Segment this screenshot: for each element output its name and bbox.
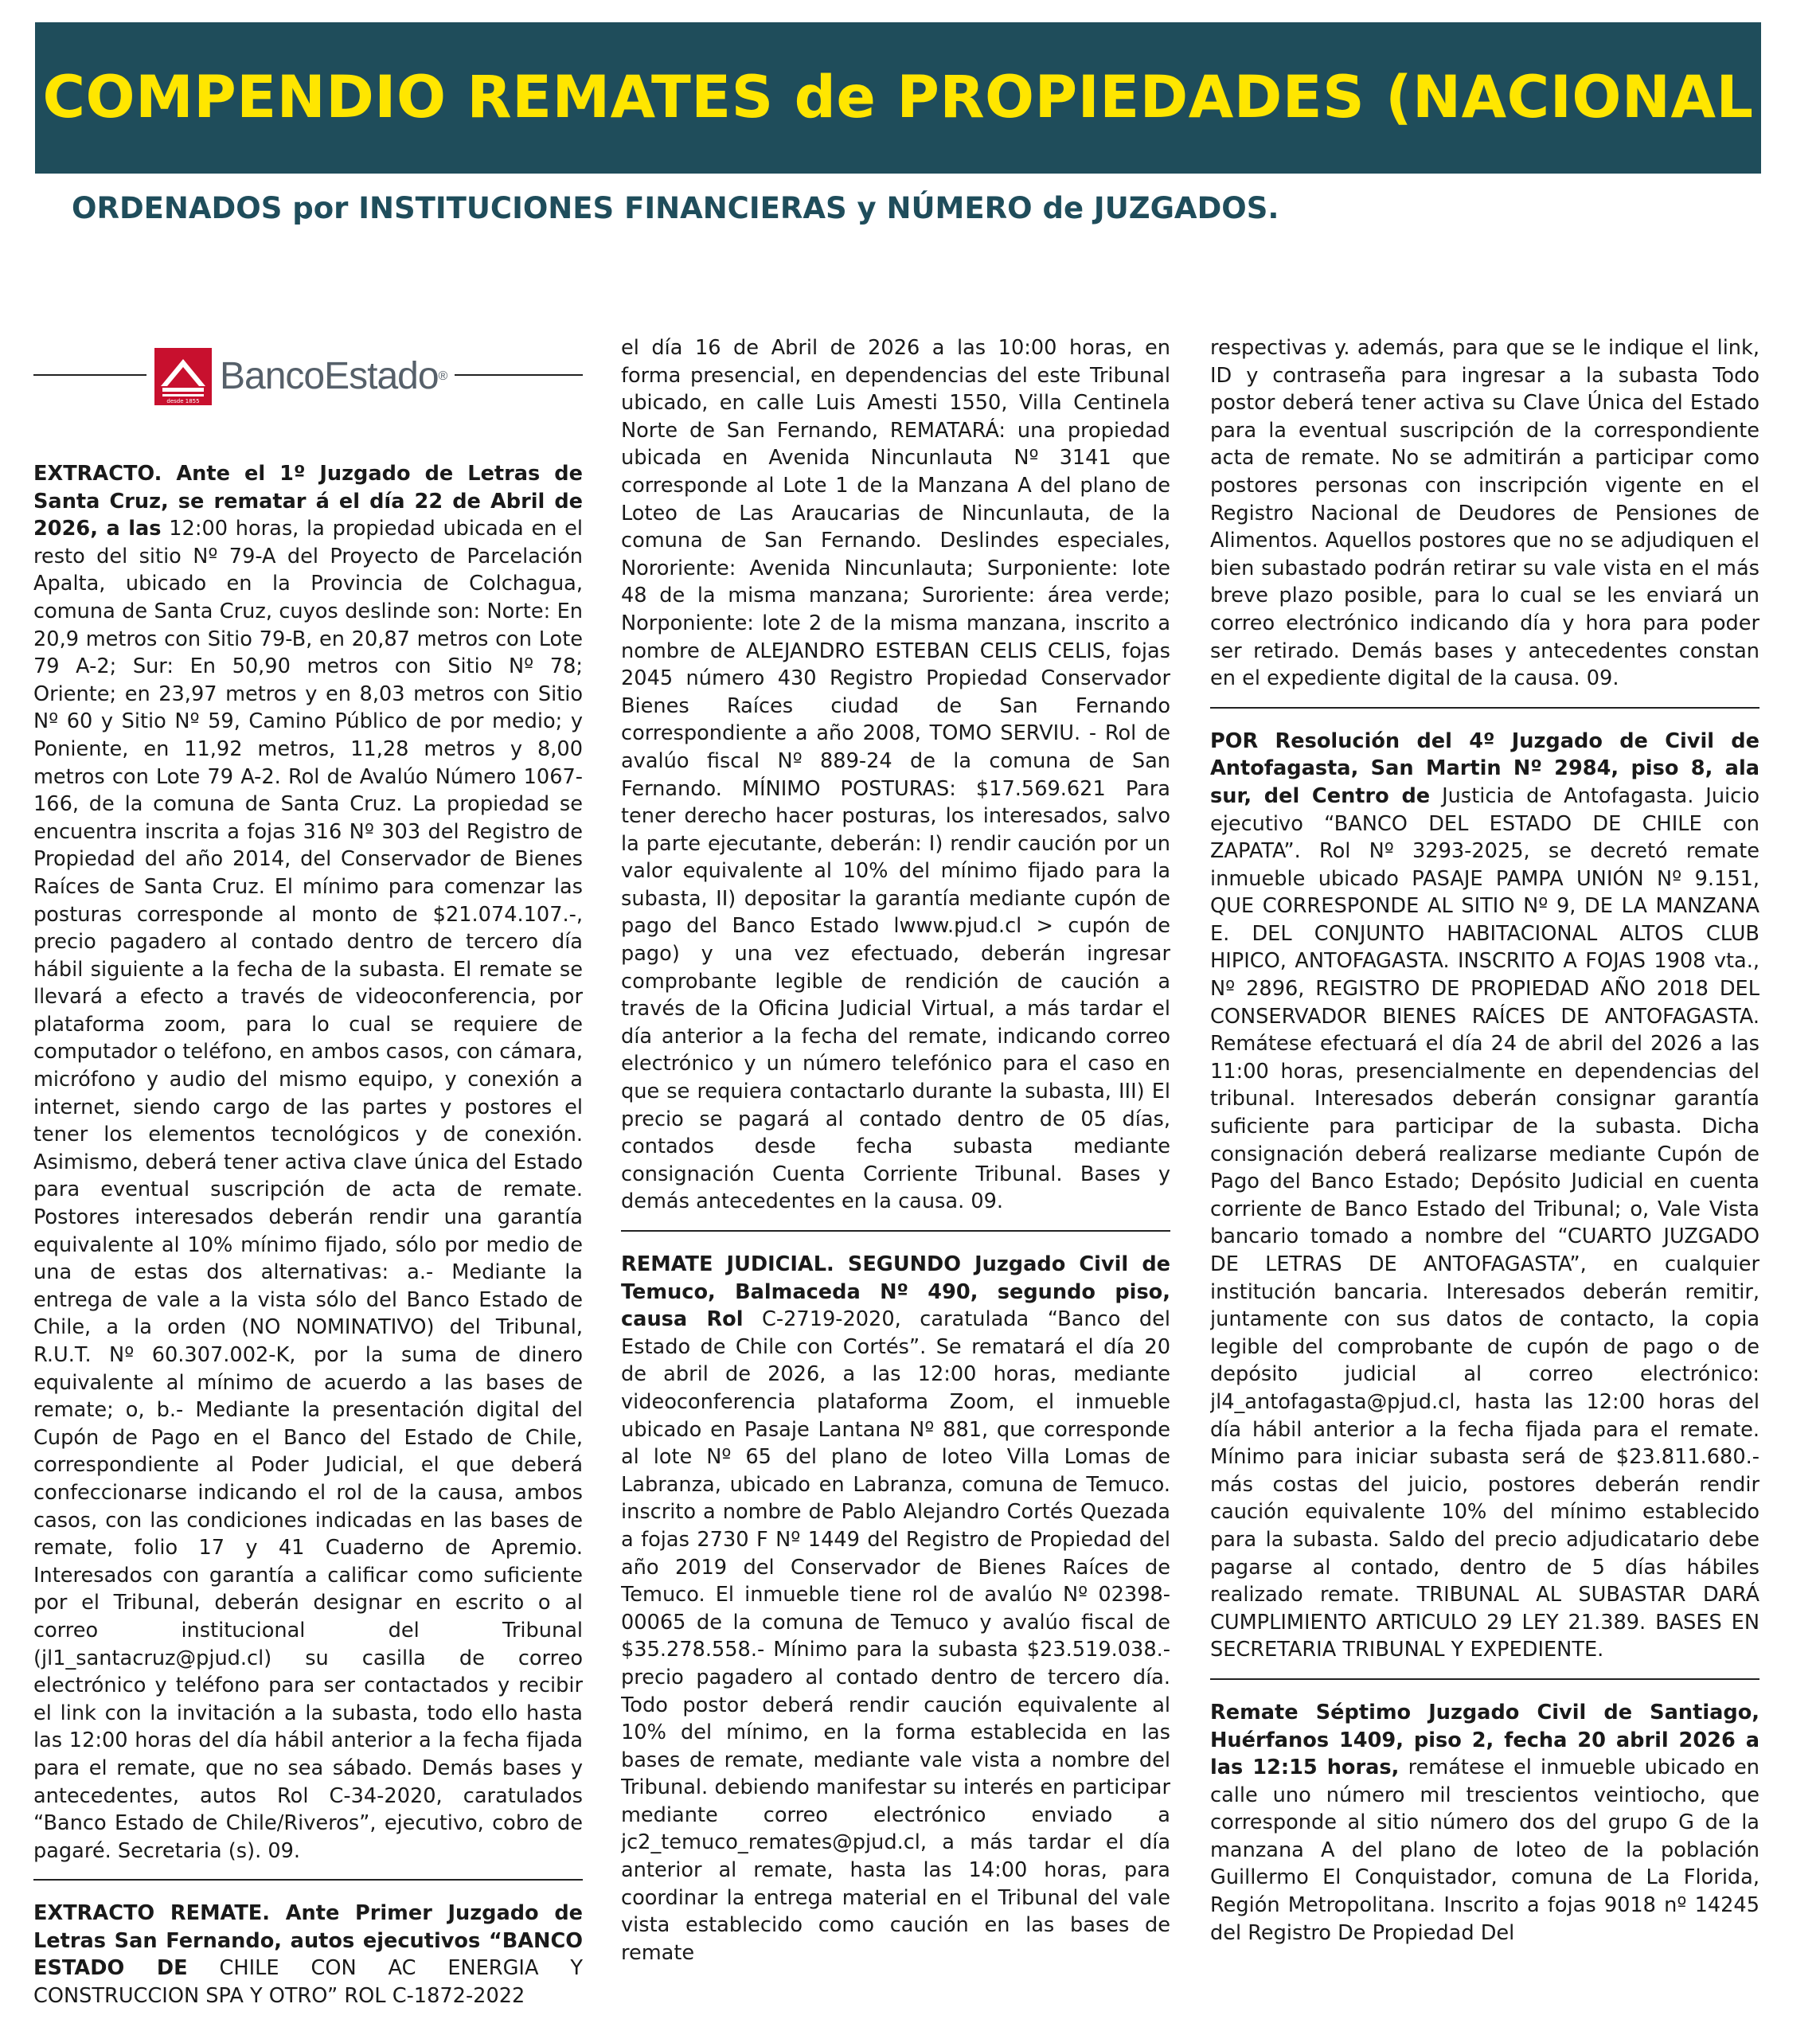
- page-subtitle: ORDENADOS por INSTITUCIONES FINANCIERAS y NÚMERO de JUZGADOS.: [72, 191, 1279, 225]
- notice-heading: EXTRACTO. Ante el 1º Juzgado de Letras de Santa Cruz, se rematar á el día 22 de Abril de 2026, a las: [33, 462, 583, 541]
- notice-temuco: [621, 1251, 1170, 1967]
- notice-divider: [621, 1230, 1170, 1232]
- notice-body: CHILE CON AC ENERGIA Y CONSTRUCCION SPA Y OTRO” ROL C-1872-2022: [33, 1956, 583, 2009]
- notice-divider: [33, 1879, 583, 1881]
- bank-logo-row: [33, 334, 583, 436]
- logo-tagline: desde 1855: [166, 398, 200, 404]
- notice-divider: [1210, 1678, 1759, 1680]
- notice-antofagasta: [1210, 728, 1759, 1664]
- header-banner: [35, 22, 1761, 174]
- page-title: COMPENDIO REMATES de PROPIEDADES (NACIONAL: [42, 64, 1754, 131]
- notice-body: 12:00 horas, la propiedad ubicada en el resto del sitio Nº 79-A del Proyecto de Parcelación Apalta, ubicado en la Provincia de Colchagua, comuna de Santa Cruz, cuyos deslinde son: Norte: En 20,9 metros con Sitio 79-B, en 20,87 metros con Lote 79 A-2; Sur: En 50,90 metros con Sitio Nº 78; Oriente; en 23,97 metros y en 8,03 metros con Sitio Nº 60 y Sitio Nº 59, Camino Público de por medio; y Poniente, en 11,92 metros, 11,28 metros y 8,00 metros con Lote 79 A-2. Rol de Avalúo Número 1067-166, de la comuna de Santa Cruz. La propiedad se encuentra inscrita a fojas 316 Nº 303 del Registro de Propiedad del año 2014, del Conservador de Bienes Raíces de Santa Cruz. El mínimo para comenzar las posturas corresponde al monto de $21.074.107.-, precio pagadero al contado dentro de tercero día hábil siguiente a la fecha de la subasta. El remate se llevará a efecto a través de videoconferencia, por plataforma zoom, para lo cual se requiere de computador o teléfono, en ambos casos, con cámara, micrófono y audio del mismo equipo, y conexión a internet, siendo cargo de las partes y postores el tener los elementos tecnológicos y de conexión. Asimismo, deberá tener activa clave única del Estado para eventual suscripción de acta de remate. Postores interesados deberán rendir una garantía equivalente al 10% mínimo fijado, sólo por medio de una de estas dos alternativas: a.- Mediante la entrega de vale a la vista sólo del Banco Estado de Chile, a la orden (NO NOMINATIVO) del Tribunal, R.U.T. Nº 60.307.002-K, por la suma de dinero equivalente al mínimo de acuerdo a las bases de remate; o, b.- Mediante la presentación digital del Cupón de Pago en el Banco del Estado de Chile, correspondiente al Poder Judicial, el que deberá confeccionarse indicando el rol de la causa, ambos casos, con las condiciones indicadas en las bases de remate, folio 17 y 41 Cuaderno de Apremio. Interesados con garantía a calificar como suficiente por el Tribunal, deberán designar en escrito o al correo institucional del Tribunal (jl1_santacruz@pjud.cl) su casilla de correo electrónico y teléfono para ser contactados y recibir el link con la invitación a la subasta, todo ello hasta las 12:00 horas del día hábil anterior a la fecha fijada para el remate, que no sea sábado. Demás bases y antecedentes, autos Rol C-34-2020, caratulados “Banco Estado de Chile/Riveros”, ejecutivo, cobro de pagaré. Secretaria (s). 09.: [33, 517, 583, 1863]
- notice-heading: POR Resolución del 4º Juzgado de Civil de Antofagasta, San Martin Nº 2984, piso 8, ala sur, del Centro de: [1210, 728, 1759, 808]
- notice-heading: EXTRACTO REMATE. Ante Primer Juzgado de Letras San Fernando, autos ejecutivos “BANCO ESTADO DE: [33, 1901, 583, 1981]
- notice-body: respectivas y. además, para que se le indique el link, ID y contraseña para ingresar a la subasta Todo postor deberá tener activa su Clave Única del Estado para la eventual suscripción de la correspondiente acta de remate. No se admitirán a participar como postores personas con inscripción vigente en el Registro Nacional de Deudores de Pensiones de Alimentos. Aquellos postores que no se adjudiquen el bien subastado podrán retirar su vale vista en el más breve plazo posible, para lo cual se les enviará un correo electrónico indicando día y hora para poder ser retirado. Demás bases y antecedentes constan en el expediente digital de la causa. 09.: [1210, 336, 1759, 691]
- notice-heading: Remate Séptimo Juzgado Civil de Santiago, Huérfanos 1409, piso 2, fecha 20 abril 2026 a las 12:15 horas,: [1210, 1700, 1759, 1780]
- logo-trademark: ®: [438, 369, 447, 383]
- notice-santiago: [1210, 1699, 1759, 1947]
- notice-temuco-continued: [1210, 334, 1759, 693]
- notice-san-fernando: [33, 1900, 583, 2010]
- notice-santa-cruz: [33, 460, 583, 1865]
- notice-body: C-2719-2020, caratulada “Banco del Estado de Chile con Cortés”. Se rematará el día 20 de abril de 2026, a las 12:00 horas, mediante videoconferencia plataforma Zoom, el inmueble ubicado en Pasaje Lantana Nº 881, que corresponde al lote Nº 65 del plano de loteo Villa Lomas de Labranza, ubicado en Labranza, comuna de Temuco. inscrito a nombre de Pablo Alejandro Cortés Quezada a fojas 2730 F Nº 1449 del Registro de Propiedad del año 2019 del Conservador de Bienes Raíces de Temuco. El inmueble tiene rol de avalúo Nº 02398- 00065 de la comuna de Temuco y avalúo fiscal de $35.278.558.- Mínimo para la subasta $23.519.038.- precio pagadero al contado dentro de tercero día. Todo postor deberá rendir caución equivalente al 10% del mínimo, en la forma establecida en las bases de remate, mediante vale vista a nombre del Tribunal. debiendo manifestar su interés en participar mediante correo electrónico enviado a jc2_temuco_remates@pjud.cl, a más tardar el día anterior al remate, hasta las 14:00 horas, para coordinar la entrega material en el Tribunal del vale vista establecido como caución en las bases de remate: [621, 1307, 1170, 1965]
- bancoestado-mark-icon: [154, 348, 212, 405]
- column-3: [1210, 334, 1759, 2035]
- notice-body: Justicia de Antofagasta. Juicio ejecutivo “BANCO DEL ESTADO DE CHILE con ZAPATA”. Rol Nº 3293-2025, se decretó remate inmueble ubicado PASAJE PAMPA UNIÓN Nº 9.151, QUE CORRESPONDE AL SITIO Nº 9, DE LA MANZANA E. DEL CONJUNTO HABITACIONAL ALTOS CLUB HIPICO, ANTOFAGASTA. INSCRITO A FOJAS 1908 vta., Nº 2896, REGISTRO DE PROPIEDAD AÑO 2018 DEL CONSERVADOR BIENES RAÍCES DE ANTOFAGASTA. Remátese efectuará el día 24 de abril del 2026 a las 11:00 horas, presencialmente en dependencias del tribunal. Interesados deberán consignar garantía suficiente para participar de la subasta. Dicha consignación deberá realizarse mediante Cupón de Pago del Banco Estado; Depósito Judicial en cuenta corriente de Banco Estado del Tribunal; o, Vale Vista bancario tomado a nombre del “CUARTO JUZGADO DE LETRAS DE ANTOFAGASTA”, en cualquier institución bancaria. Interesados deberán remitir, juntamente con sus datos de contacto, la copia legible del comprobante de cupón de pago o de depósito judicial al correo electrónico: jl4_antofagasta@pjud.cl, hasta las 12:00 horas del día hábil anterior a la fecha fijada para el remate. Mínimo para iniciar subasta será de $23.811.680.- más costas del juicio, postores deberán rendir caución equivalente 10% del mínimo establecido para la subasta. Saldo del precio adjudicatario debe pagarse al contado, dentro de 5 días hábiles realizado remate. TRIBUNAL AL SUBASTAR DARÁ CUMPLIMIENTO ARTICULO 29 LEY 21.389. BASES EN SECRETARIA TRIBUNAL Y EXPEDIENTE.: [1210, 783, 1759, 1662]
- notice-san-fernando-continued: [621, 334, 1170, 1216]
- bancoestado-logo: [146, 347, 455, 406]
- column-2: [621, 334, 1170, 2035]
- logo-wordmark: [220, 354, 447, 397]
- column-1: [33, 334, 583, 2035]
- logo-name: BancoEstado: [220, 354, 439, 397]
- notice-heading: REMATE JUDICIAL. SEGUNDO Juzgado Civil de Temuco, Balmaceda Nº 490, segundo piso, causa Rol: [621, 1252, 1170, 1332]
- notice-divider: [1210, 707, 1759, 709]
- notice-body: remátese el inmueble ubicado en calle uno número mil trescientos veintiocho, que corresponde al sitio número dos del grupo G de la manzana A del plano de loteo de la población Guillermo El Conquistador, comuna de La Florida, Región Metropolitana. Inscrito a fojas 9018 nº 14245 del Registro De Propiedad Del: [1210, 1756, 1759, 1945]
- notice-body: el día 16 de Abril de 2026 a las 10:00 horas, en forma presencial, en dependencias del este Tribunal ubicado, en calle Luis Amesti 1550, Villa Centinela Norte de San Fernando, REMATARÁ: una propiedad ubicada en Avenida Nincunlauta Nº 3141 que corresponde al Lote 1 de la Manzana A del plano de Loteo de Las Araucarias de Nincunlauta, de la comuna de San Fernando. Deslindes especiales, Nororiente: Avenida Nincunlauta; Surponiente: lote 48 de la misma manzana; Suroriente: área verde; Norponiente: lote 2 de la misma manzana, inscrito a nombre de ALEJANDRO ESTEBAN CELIS CELIS, fojas 2045 número 430 Registro Propiedad Conservador Bienes Raíces ciudad de San Fernando correspondiente a año 2008, TOMO SERVIU. - Rol de avalúo fiscal Nº 889-24 de la comuna de San Fernando. MÍNIMO POSTURAS: $17.569.621 Para tener derecho hacer posturas, los interesados, salvo la parte ejecutante, deberán: I) rendir caución por un valor equivalente al 10% del mínimo fijado para la subasta, II) depositar la garantía mediante cupón de pago del Banco Estado lwww.pjud.cl > cupón de pago) y una vez efectuado, deberán ingresar comprobante legible de rendición de caución a través de la Oficina Judicial Virtual, a más tardar el día anterior a la fecha del remate, indicando correo electrónico y un número telefónico para el caso en que se requiera contactarlo durante la subasta, III) El precio se pagará al contado dentro de 05 días, contados desde fecha subasta mediante consignación Cuenta Corriente Tribunal. Bases y demás antecedentes en la causa. 09.: [621, 336, 1170, 1214]
